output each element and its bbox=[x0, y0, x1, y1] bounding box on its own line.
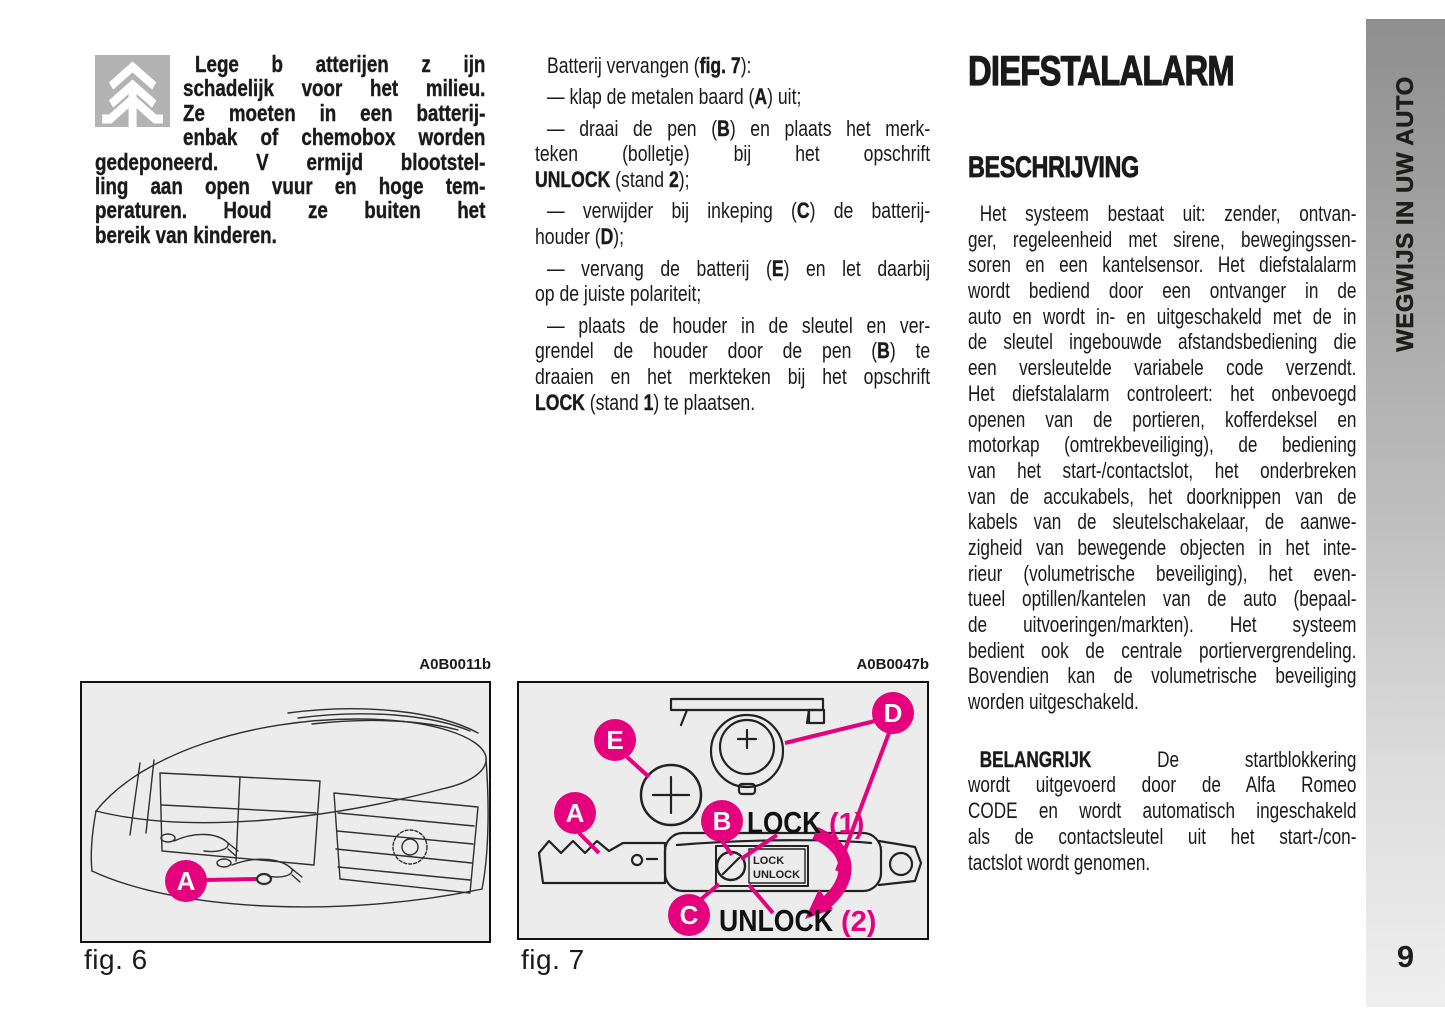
important-line: BELANGRIJK De startblokkering bbox=[979, 746, 1357, 772]
important-line: wordt uitgevoerd door de Alfa Romeo bbox=[968, 772, 1357, 798]
label-b: B bbox=[712, 806, 732, 836]
figure7-code: A0B0047b bbox=[856, 656, 929, 673]
description-line: de uitvoeringen/markten). Het systeem bbox=[968, 612, 1357, 637]
lock-text: LOCK bbox=[747, 805, 822, 840]
eco-line: schadelijk voor het milieu. bbox=[183, 75, 486, 102]
eco-line: Ze moeten in een batterij- bbox=[183, 99, 486, 126]
eco-line: ling aan open vuur en hoge tem- bbox=[95, 172, 486, 199]
eco-line: peraturen. Houd ze buiten het bbox=[95, 197, 486, 224]
instruction-line: draaien en het merkteken bij het opschrift bbox=[535, 364, 931, 390]
label-c: C bbox=[679, 900, 699, 930]
instruction-line: houder (D); bbox=[535, 224, 625, 250]
lock-position-number: (1) bbox=[829, 808, 865, 840]
unlock-position-number: (2) bbox=[841, 906, 877, 938]
eco-note bbox=[95, 52, 485, 247]
instruction-line: LOCK (stand 1) te plaatsen. bbox=[535, 390, 756, 416]
instruction-line: — vervang de batterij (E) en let daarbij bbox=[547, 255, 931, 281]
description-line: bedient ook de centrale portiervergrendeling. bbox=[968, 637, 1357, 663]
section-heading: BESCHRIJVING bbox=[968, 151, 1139, 184]
description-line: van de accukabels, het doorknippen van de bbox=[968, 483, 1357, 509]
figure6-caption: fig. 6 bbox=[84, 944, 148, 975]
mini-lock-label: LOCK bbox=[753, 855, 785, 867]
important-line: tactslot wordt genomen. bbox=[968, 849, 1151, 875]
recycling-tree-icon bbox=[95, 55, 170, 127]
unlock-text: UNLOCK bbox=[719, 903, 834, 938]
label-d: D bbox=[883, 698, 903, 728]
description-line: ger, regeleenheid met sirene, bewegingssen- bbox=[968, 226, 1357, 252]
description-line: een versleutelde variabele code verzendt. bbox=[968, 355, 1357, 381]
description-line: van het start-/contactslot, het onderbreken bbox=[968, 457, 1357, 483]
instruction-line: — verwijder bij inkeping (C) de batterij- bbox=[547, 198, 931, 224]
figure6-box bbox=[80, 681, 491, 943]
description-line: motorkap (omtrekbeveiliging), de bediening bbox=[968, 432, 1357, 458]
callout-a bbox=[165, 860, 256, 902]
eco-line: bereik van kinderen. bbox=[95, 221, 277, 248]
mini-unlock-label: UNLOCK bbox=[753, 869, 801, 881]
instruction-line: — plaats de houder in de sleutel en ver- bbox=[547, 312, 931, 338]
alarm-description bbox=[968, 201, 1356, 715]
description-line: zigheid van bewegende objecten in het inte- bbox=[968, 534, 1357, 560]
page-number: 9 bbox=[1396, 939, 1415, 974]
instruction-line: — draai de pen (B) en plaats het merk- bbox=[547, 115, 931, 141]
instruction-line: Batterij vervangen (fig. 7): bbox=[547, 53, 752, 78]
description-line: Het systeem bestaat uit: zender, ontvan- bbox=[979, 201, 1357, 226]
chapter-title: WEGWIJS IN UW AUTO bbox=[1391, 76, 1419, 352]
label-e: E bbox=[606, 725, 624, 755]
figure6-code: A0B0011b bbox=[419, 656, 491, 673]
description-line: Bovendien kan de volumetrische beveiliging bbox=[968, 663, 1357, 689]
eco-line: gedeponeerd. V ermijd blootstel- bbox=[95, 148, 486, 175]
description-line: tueel optillen/kantelen van de auto (bepaal- bbox=[968, 586, 1357, 612]
eco-line: Lege b atterijen z ijn bbox=[195, 51, 486, 77]
key-drawing bbox=[519, 683, 927, 938]
important-line: CODE en wordt automatisch ingeschakeld bbox=[968, 798, 1357, 824]
page-title: DIEFSTALALARM bbox=[968, 47, 1234, 94]
description-line: auto en wordt in- en uitgeschakeld met de in bbox=[968, 303, 1357, 329]
figure7-box bbox=[517, 681, 929, 940]
alarm-section bbox=[968, 47, 1357, 875]
description-line: kabels van de sleutelschakelaar, de aanwe- bbox=[968, 509, 1357, 535]
important-line: als de contactsleutel uit het start-/con- bbox=[968, 823, 1357, 849]
label-a: A bbox=[565, 798, 585, 828]
instruction-line: teken (bolletje) bij het opschrift bbox=[535, 141, 931, 167]
label-a: A bbox=[176, 866, 196, 896]
description-line: wordt bediend door een ontvanger in de bbox=[968, 278, 1357, 304]
description-line: soren en een kantelsensor. Het diefstalalarm bbox=[968, 252, 1357, 278]
description-line: openen van de portieren, kofferdeksel en bbox=[968, 406, 1357, 432]
description-line: worden uitgeschakeld. bbox=[968, 689, 1139, 715]
chapter-sidebar bbox=[1366, 19, 1445, 1007]
instruction-line: grendel de houder door de pen (B) te bbox=[535, 338, 931, 364]
battery-instructions bbox=[535, 53, 930, 421]
description-line: rieur (volumetrische beveiliging), het even- bbox=[968, 560, 1357, 586]
important-note bbox=[968, 747, 1356, 875]
dashboard-drawing bbox=[82, 683, 489, 941]
description-line: Het diefstalalarm controleert: het onbevoegd bbox=[968, 380, 1357, 406]
eco-line: enbak of chemobox worden bbox=[183, 124, 486, 151]
instruction-line: op de juiste polariteit; bbox=[535, 281, 702, 307]
instruction-line: — klap de metalen baard (A) uit; bbox=[547, 84, 802, 110]
instruction-line: UNLOCK (stand 2); bbox=[535, 167, 690, 193]
figure7-caption: fig. 7 bbox=[521, 944, 585, 975]
description-line: de sleutel ingebouwde afstandsbediening die bbox=[968, 329, 1357, 355]
